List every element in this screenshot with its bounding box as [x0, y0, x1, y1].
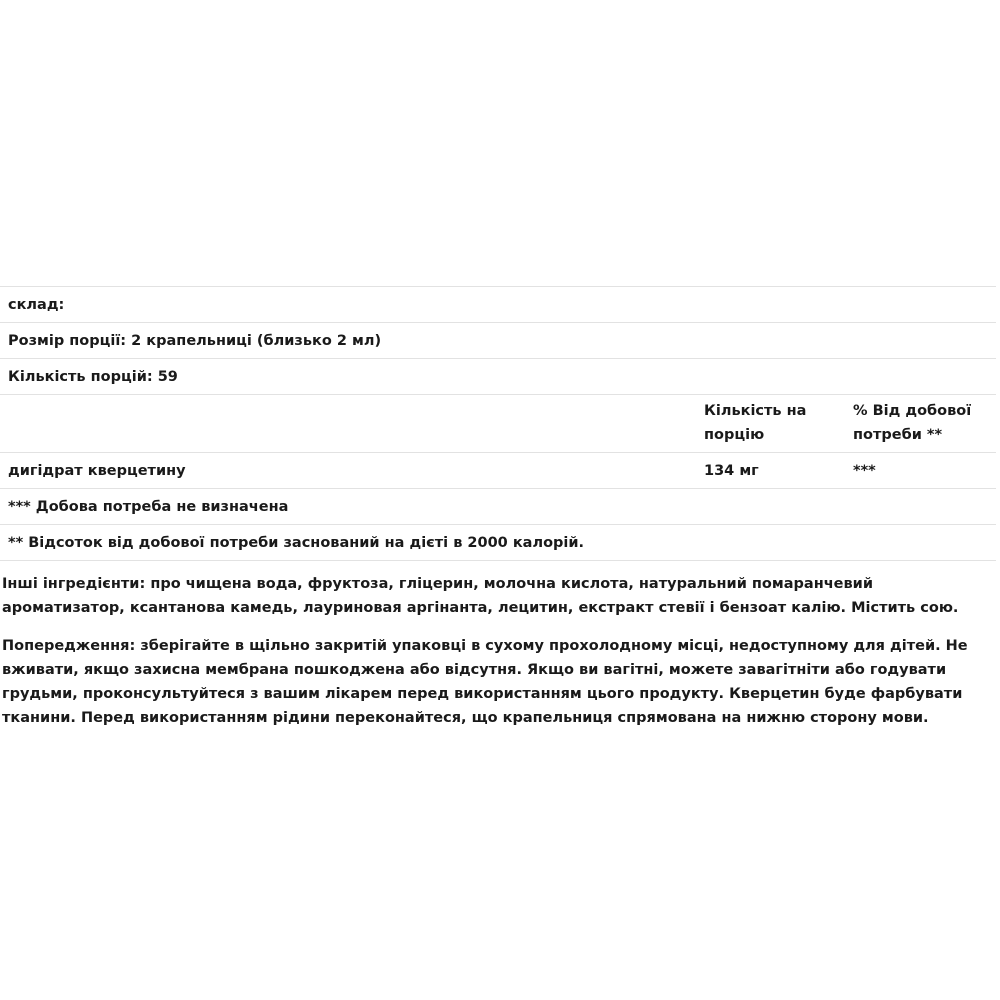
- serving-size: Розмір порції: 2 крапельниці (близько 2 мл): [8, 333, 382, 349]
- note-dv-basis: ** Відсоток від добової потреби заснований на дієті в 2000 калорій.: [8, 535, 585, 551]
- other-ingredients-text: Інші інгредієнти: про чищена вода, фруктоза, гліцерин, молочна кислота, натуральний помаранчевий ароматизатор, ксантанова камедь, лауриновая аргінанта, лецитин, екстракт стевії і бензоат калію. Містить сою.: [2, 576, 959, 616]
- note-dv-not-established: *** Добова потреба не визначена: [8, 499, 289, 515]
- column-header-daily-value: % Від добової потреби **: [853, 403, 972, 443]
- facts-heading: склад:: [8, 297, 65, 313]
- warnings-text: Попередження: зберігайте в щільно закритій упаковці в сухому прохолодному місці, недоступному для дітей. Не вживати, якщо захисна мембрана пошкоджена або відсутня. Якщо ви вагітні, можете завагітніти або годувати грудьми, проконсультуйтеся з вашим лікарем перед використанням цього продукту. Кверцетин буде фарбувати тканини. Перед використанням рідини переконайтеся, що крапельниця спрямована на нижню сторону мови.: [2, 638, 968, 726]
- ingredient-daily-value: ***: [853, 463, 876, 479]
- column-header-amount: Кількість на порцію: [704, 403, 807, 443]
- table-row-note-dv-basis: [0, 525, 996, 561]
- supplement-facts-table: [0, 286, 996, 561]
- table-row-ingredient: [0, 453, 996, 489]
- table-row-heading: [0, 287, 996, 323]
- servings-count: Кількість порцій: 59: [8, 369, 178, 385]
- ingredient-amount: 134 мг: [704, 463, 759, 479]
- table-row-note-not-established: [0, 489, 996, 525]
- table-row-servings-count: [0, 359, 996, 395]
- table-row-serving-size: [0, 323, 996, 359]
- table-header-row: [0, 395, 996, 453]
- ingredient-name: дигідрат кверцетину: [8, 463, 186, 479]
